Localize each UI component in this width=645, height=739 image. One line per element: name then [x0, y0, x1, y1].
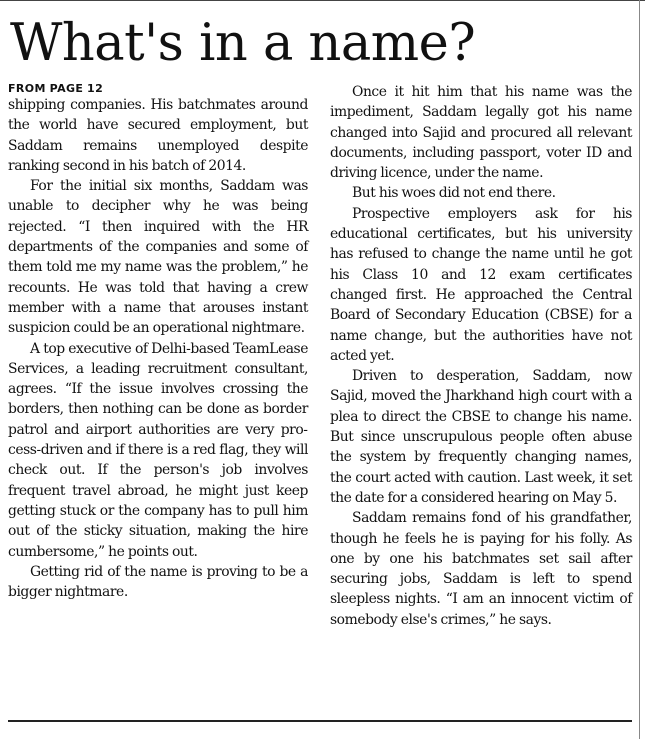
continuation-kicker: FROM PAGE 12: [8, 82, 104, 95]
bottom-rule: [8, 720, 632, 722]
paragraph: Driven to desperation, Saddam, now Sajid, moved the Jharkhand high court with a plea to direct the CBSE to change his name. But since unscrupulous people often abuse the system by frequently changing names, the court acted with caution. Last week, it set the date for a considered hearing on May 5.: [330, 368, 632, 506]
paragraph: A top executive of Delhi-based TeamLease Services, a leading recruitment consultant, agrees. “If the issue involves crossing the borders, then nothing can be done as border patrol and airport authorities are very process-driven and if there is a red flag, they will check out. If the person's job involves frequent travel abroad, he might just keep getting stuck or the company has to pull him out of the sticky situation, making the hire cumbersome,” he points out.: [8, 340, 308, 560]
article-body: [8, 82, 632, 712]
paragraph: Once it hit him that his name was the impediment, Saddam legally got his name changed into Sajid and procured all relevant documents, including passport, voter ID and driving licence, under the name.: [330, 84, 632, 182]
paragraph: Getting rid of the name is proving to be a bigger nightmare.: [8, 563, 308, 601]
paragraph: Saddam remains fond of his grandfather, though he feels he is paying for his folly. As one by one his batchmates set sail after securing jobs, Saddam is left to spend sleepless nights. “I am an innocent victim of somebody else's crimes,” he says.: [330, 510, 632, 628]
paragraph: For the initial six months, Saddam was unable to decipher why he was being rejected. “I then inquired with the HR departments of the companies and some of them told me my name was the problem,” he recounts. He was told that having a crew member with a name that arouses instant suspicion could be an operational nightmare.: [8, 178, 308, 337]
headline: What's in a name?: [10, 14, 476, 73]
left-column: [8, 82, 308, 602]
right-edge-rule: [639, 0, 640, 739]
right-column: [330, 82, 632, 630]
paragraph: Prospective employers ask for his educational certificates, but his university has refused to change the name until he got his Class 10 and 12 exam certificates changed first. He approached the Central Board of Secondary Education (CBSE) for a name change, but the authorities have not acted yet.: [330, 205, 632, 364]
paragraph: But his woes did not end there.: [352, 185, 556, 202]
top-rule: [0, 0, 645, 1]
paragraph: shipping companies. His batchmates around the world have secured employment, but Saddam remains unemployed despite ranking second in his batch of 2014.: [8, 97, 308, 174]
